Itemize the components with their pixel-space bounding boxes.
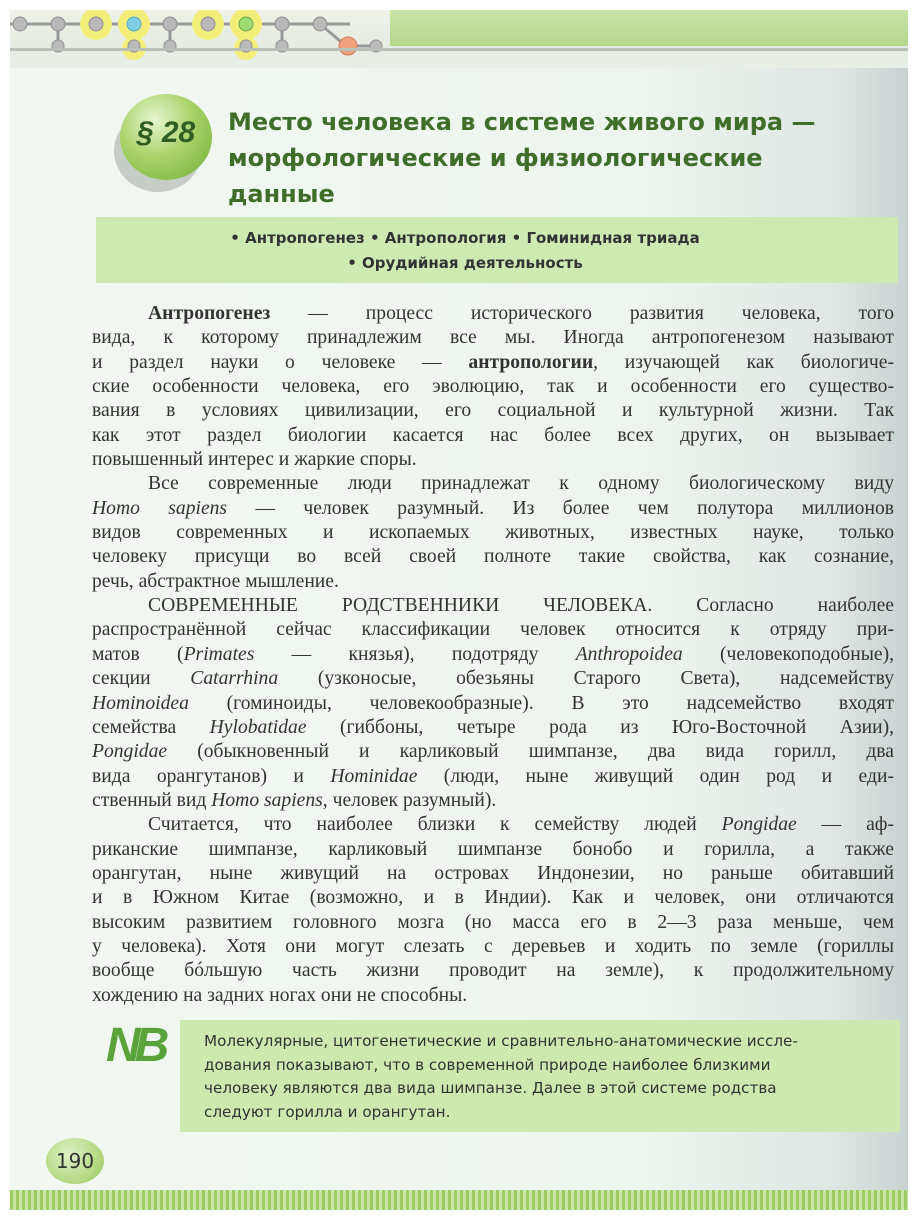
text-line: повышенный интерес и жаркие споры. bbox=[92, 449, 417, 471]
nb-mark-icon: NB bbox=[106, 1019, 164, 1072]
body-text bbox=[92, 302, 894, 1008]
textbook-page bbox=[10, 10, 908, 1210]
title-line: Место человека в системе живого мира — bbox=[228, 108, 816, 136]
text-line: и в Южном Китае (возможно, и в Индии). Как и человек, они отличаются bbox=[92, 887, 894, 909]
top-strip-right bbox=[390, 10, 908, 46]
section-badge bbox=[120, 94, 212, 180]
nb-line: Молекулярные, цитогенетические и сравнительно-анатомические иссле- bbox=[204, 1032, 798, 1050]
nb-line: дования показывают, что в современной природе наиболее близкими bbox=[204, 1055, 771, 1074]
text-line: секции Catarrhina (узконосые, обезьяны Старого Света), надсемейству bbox=[92, 668, 894, 690]
text-line: семейства Hylobatidae (гиббоны, четыре рода из Юго-Восточной Азии), bbox=[92, 716, 894, 738]
text-line: Pongidae (обыкновенный и карликовый шимпанзе, два вида горилл, два bbox=[92, 741, 894, 763]
text-line: Антропогенез — процесс исторического развития человека, того bbox=[148, 303, 894, 324]
text-line: речь, абстрактное мышление. bbox=[92, 570, 339, 592]
text-line: Hominoidea (гоминоиды, человекообразные). В это надсемейство входят bbox=[92, 692, 894, 714]
text-line: как этот раздел биологии касается нас более всех других, он вызывает bbox=[92, 424, 894, 446]
text-line: видов современных и ископаемых животных, известных науке, только bbox=[92, 522, 894, 544]
text-line: и раздел науки о человеке — антропологии, изучающей как биологиче- bbox=[92, 351, 894, 373]
page-number: 190 bbox=[46, 1138, 104, 1184]
text-line: матов (Primates — князья), подотряду Anthropoidea (человекоподобные), bbox=[92, 643, 894, 665]
keywords-box bbox=[96, 217, 898, 283]
text-line: Считается, что наиболее близки к семейству людей Pongidae — аф- bbox=[148, 814, 895, 836]
keywords-line: • Антропогенез • Антропология • Гоминидная триада bbox=[230, 229, 700, 247]
text-line: СОВРЕМЕННЫЕ РОДСТВЕННИКИ ЧЕЛОВЕКА. Согласно наиболее bbox=[148, 595, 894, 617]
top-decoration bbox=[10, 10, 908, 68]
text-line: вообще бóльшую часть жизни проводит на земле), к продолжительному bbox=[92, 960, 894, 982]
nb-line: человеку являются два вида шимпанзе. Далее в этой системе родства bbox=[204, 1079, 777, 1097]
top-rule bbox=[10, 48, 908, 51]
section-title bbox=[228, 104, 888, 212]
title-line: данные bbox=[228, 180, 335, 208]
text-line: высоким развитием головного мозга (но масса его в 2—3 раза меньше, чем bbox=[92, 911, 894, 933]
text-line: вания в условиях цивилизации, его социальной и культурной жизни. Так bbox=[92, 400, 894, 422]
title-line: морфологические и физиологические bbox=[228, 144, 763, 172]
text-line: Homo sapiens — человек разумный. Из более чем полутора миллионов bbox=[92, 497, 894, 519]
keywords-line: • Орудийная деятельность bbox=[347, 254, 583, 272]
text-line: ские особенности человека, его эволюцию, так и особенности его существо- bbox=[92, 376, 894, 398]
molecule-chain-icon bbox=[10, 10, 410, 68]
text-line: орангутан, ныне живущий на островах Индонезии, но раньше обитавший bbox=[92, 862, 894, 884]
nb-line: следуют горилла и орангутан. bbox=[204, 1102, 451, 1121]
text-line: человеку присущи во всей своей полноте такие свойства, как сознание, bbox=[92, 546, 894, 568]
text-line: риканские шимпанзе, карликовый шимпанзе бонобо и горилла, а также bbox=[92, 838, 894, 860]
text-line: вида орангутанов) и Hominidae (люди, ныне живущий один род и еди- bbox=[92, 765, 894, 787]
text-line: у человека). Хотя они могут слезать с деревьев и ходить по земле (гориллы bbox=[92, 935, 894, 957]
text-line: ственный вид Homo sapiens, человек разумный). bbox=[92, 789, 497, 811]
section-number: § 28 bbox=[136, 116, 196, 149]
text-line: вида, к которому принадлежим все мы. Иногда антропогенезом называют bbox=[92, 327, 894, 349]
nb-text bbox=[204, 1030, 884, 1124]
text-line: хождению на задних ногах они не способны. bbox=[92, 984, 468, 1006]
bottom-decoration bbox=[10, 1190, 908, 1210]
text-line: распространённой сейчас классификации человек относится к отряду при- bbox=[92, 619, 894, 641]
text-line: Все современные люди принадлежат к одному биологическому виду bbox=[148, 473, 894, 495]
